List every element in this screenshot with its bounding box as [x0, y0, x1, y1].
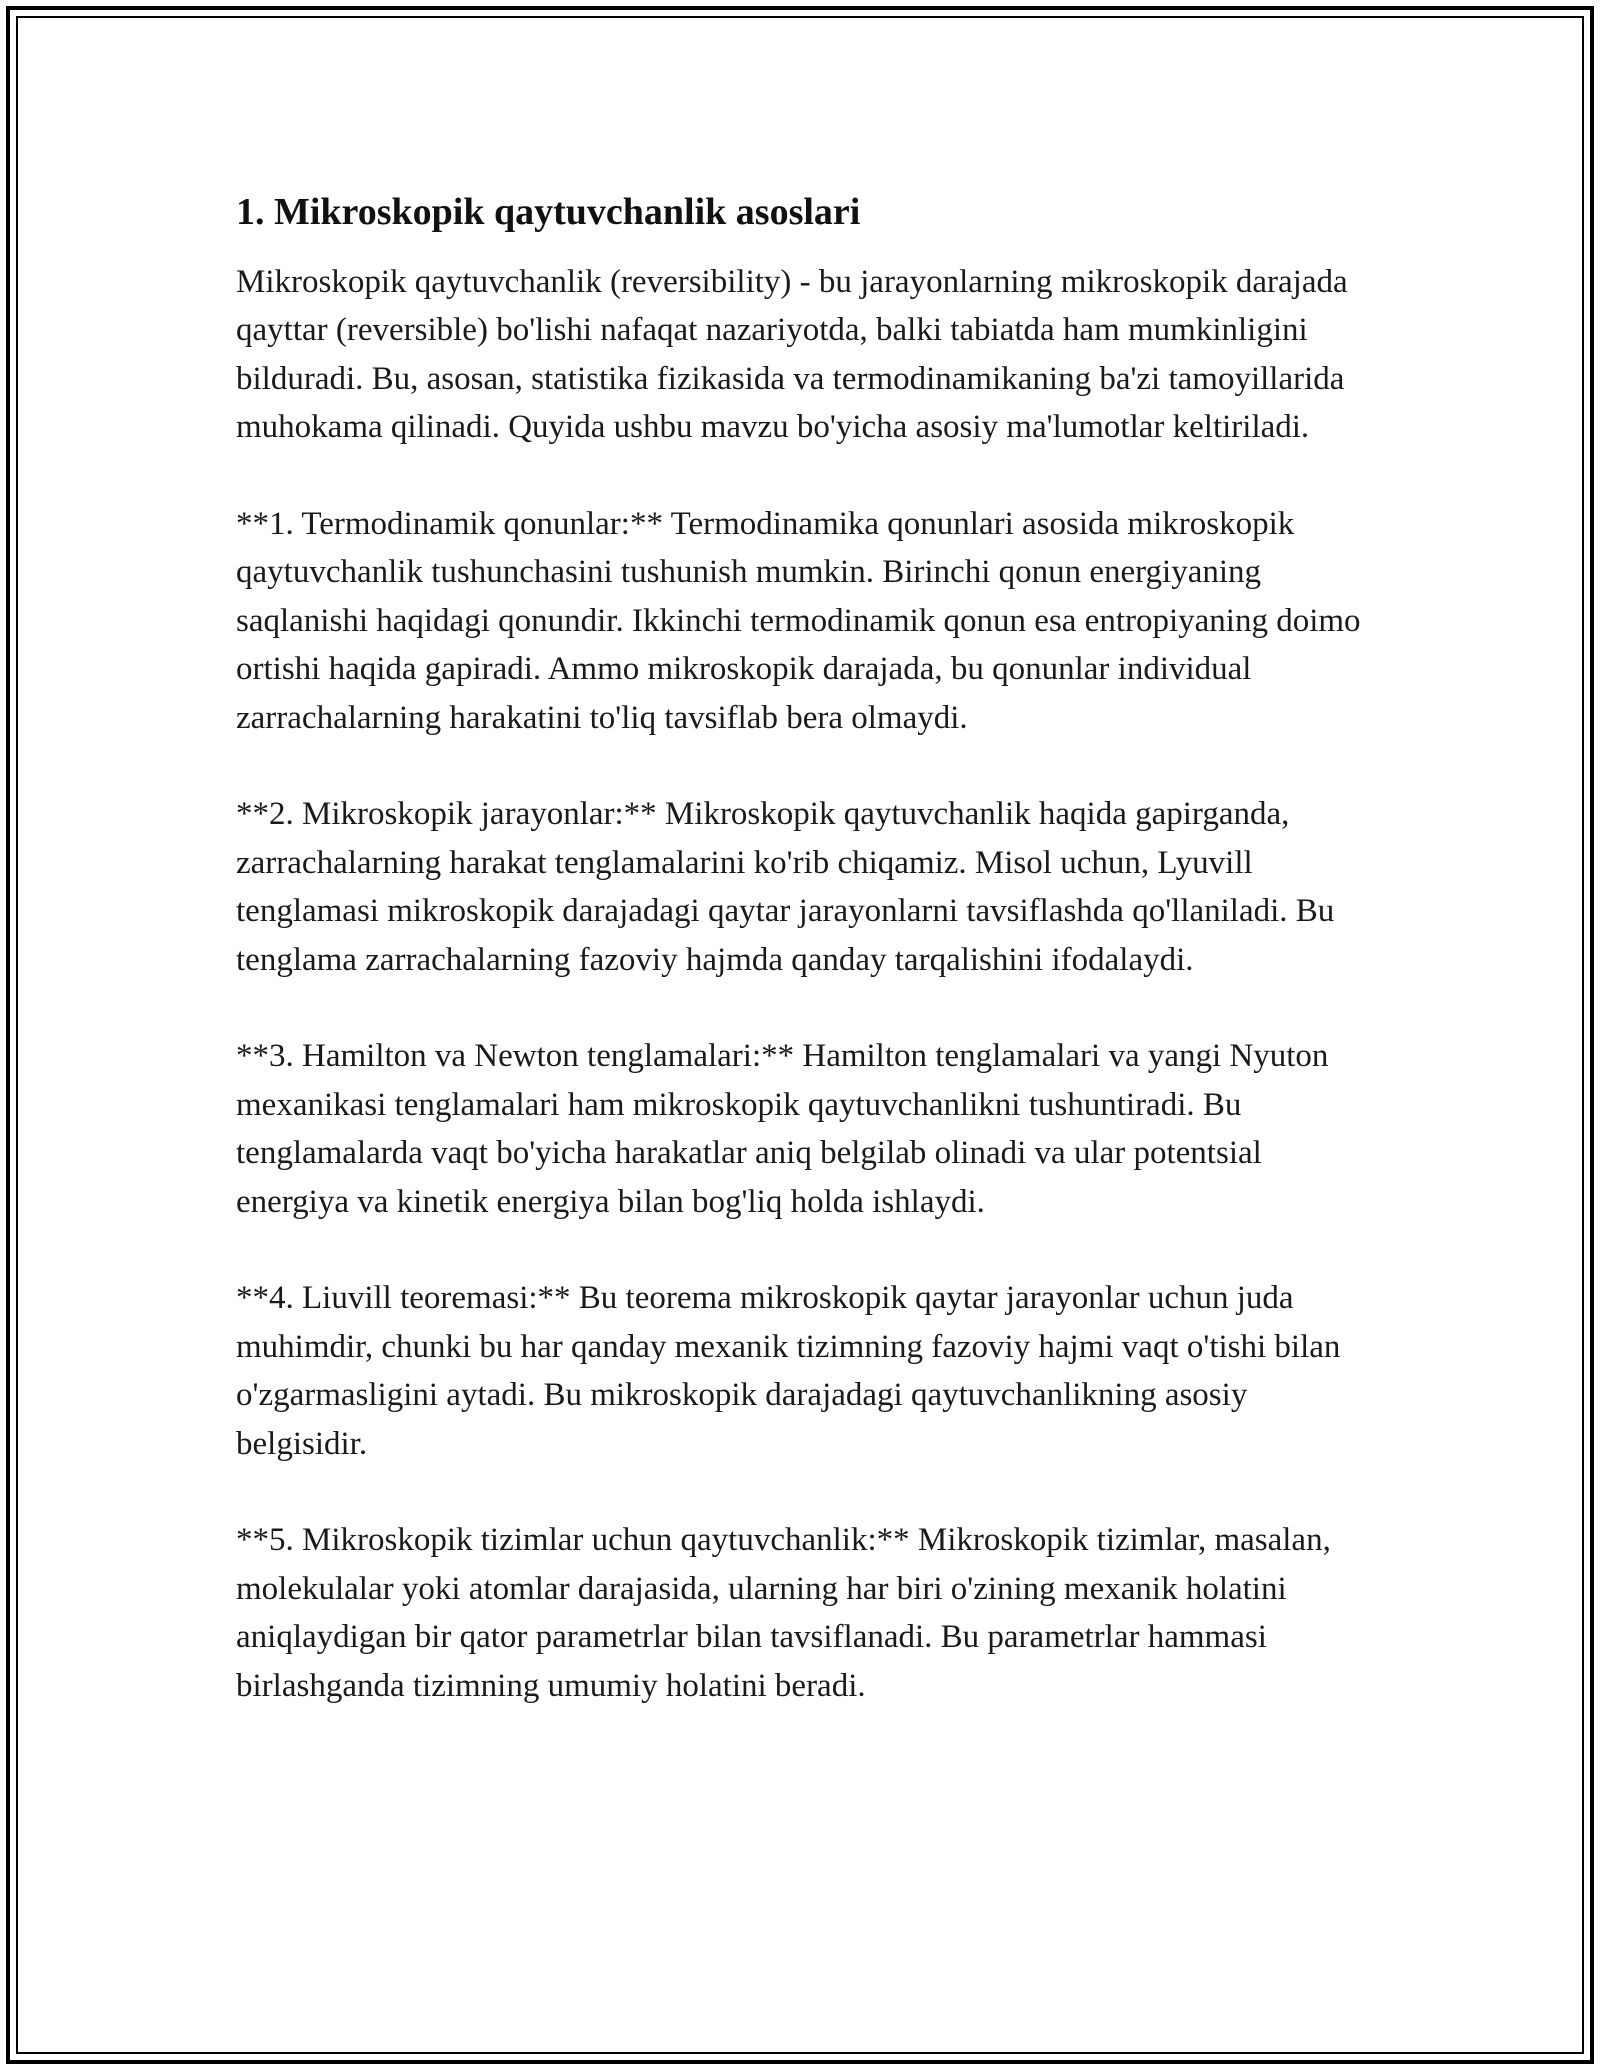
- document-body: [236, 188, 1366, 1759]
- document-title: 1. Mikroskopik qaytuvchanlik asoslari: [236, 191, 861, 233]
- paragraph-termodinamik-qonunlar: **1. Termodinamik qonunlar:** Termodinamika qonunlari asosida mikroskopik qaytuvchanlik tushunchasini tushunish mumkin. Birinchi qonun energiyaning saqlanishi haqidagi qonundir. Ikkinchi termodinamik qonun esa entropiyaning doimo ortishi haqida gapiradi. Ammo mikroskopik darajada, bu qonunlar individual zarrachalarning harakatini to'liq tavsiflab bera olmaydi.: [236, 506, 1361, 736]
- paragraph-hamilton-newton: **3. Hamilton va Newton tenglamalari:** Hamilton tenglamalari va yangi Nyuton mexanikasi tenglamalari ham mikroskopik qaytuvchanlikni tushuntiradi. Bu tenglamalarda vaqt bo'yicha harakatlar aniq belgilab olinadi va ular potentsial energiya va kinetik energiya bilan bog'liq holda ishlaydi.: [236, 1038, 1329, 1220]
- paragraph-mikroskopik-tizimlar: **5. Mikroskopik tizimlar uchun qaytuvchanlik:** Mikroskopik tizimlar, masalan, molekulalar yoki atomlar darajasida, ularning har biri o'zining mexanik holatini aniqlaydigan bir qator parametrlar bilan tavsiflanadi. Bu parametrlar hammasi birlashganda tizimning umumiy holatini beradi.: [236, 1522, 1331, 1704]
- paragraph-mikroskopik-jarayonlar: **2. Mikroskopik jarayonlar:** Mikroskopik qaytuvchanlik haqida gapirganda, zarrachalarning harakat tenglamalarini ko'rib chiqamiz. Misol uchun, Lyuvill tenglamasi mikroskopik darajadagi qaytar jarayonlarni tavsiflashda qo'llaniladi. Bu tenglama zarrachalarning fazoviy hajmda qanday tarqalishini ifodalaydi.: [236, 796, 1335, 978]
- paragraph-liuvill-teoremasi: **4. Liuvill teoremasi:** Bu teorema mikroskopik qaytar jarayonlar uchun juda muhimdir, chunki bu har qanday mexanik tizimning fazoviy hajmi vaqt o'tishi bilan o'zgarmasligini aytadi. Bu mikroskopik darajadagi qaytuvchanlikning asosiy belgisidir.: [236, 1280, 1341, 1462]
- intro-paragraph: Mikroskopik qaytuvchanlik (reversibility) - bu jarayonlarning mikroskopik darajada qayttar (reversible) bo'lishi nafaqat nazariyotda, balki tabiatda ham mumkinligini bilduradi. Bu, asosan, statistika fizikasida va termodinamikaning ba'zi tamoyillarida muhokama qilinadi. Quyida ushbu mavzu bo'yicha asosiy ma'lumotlar keltiriladi.: [236, 264, 1348, 446]
